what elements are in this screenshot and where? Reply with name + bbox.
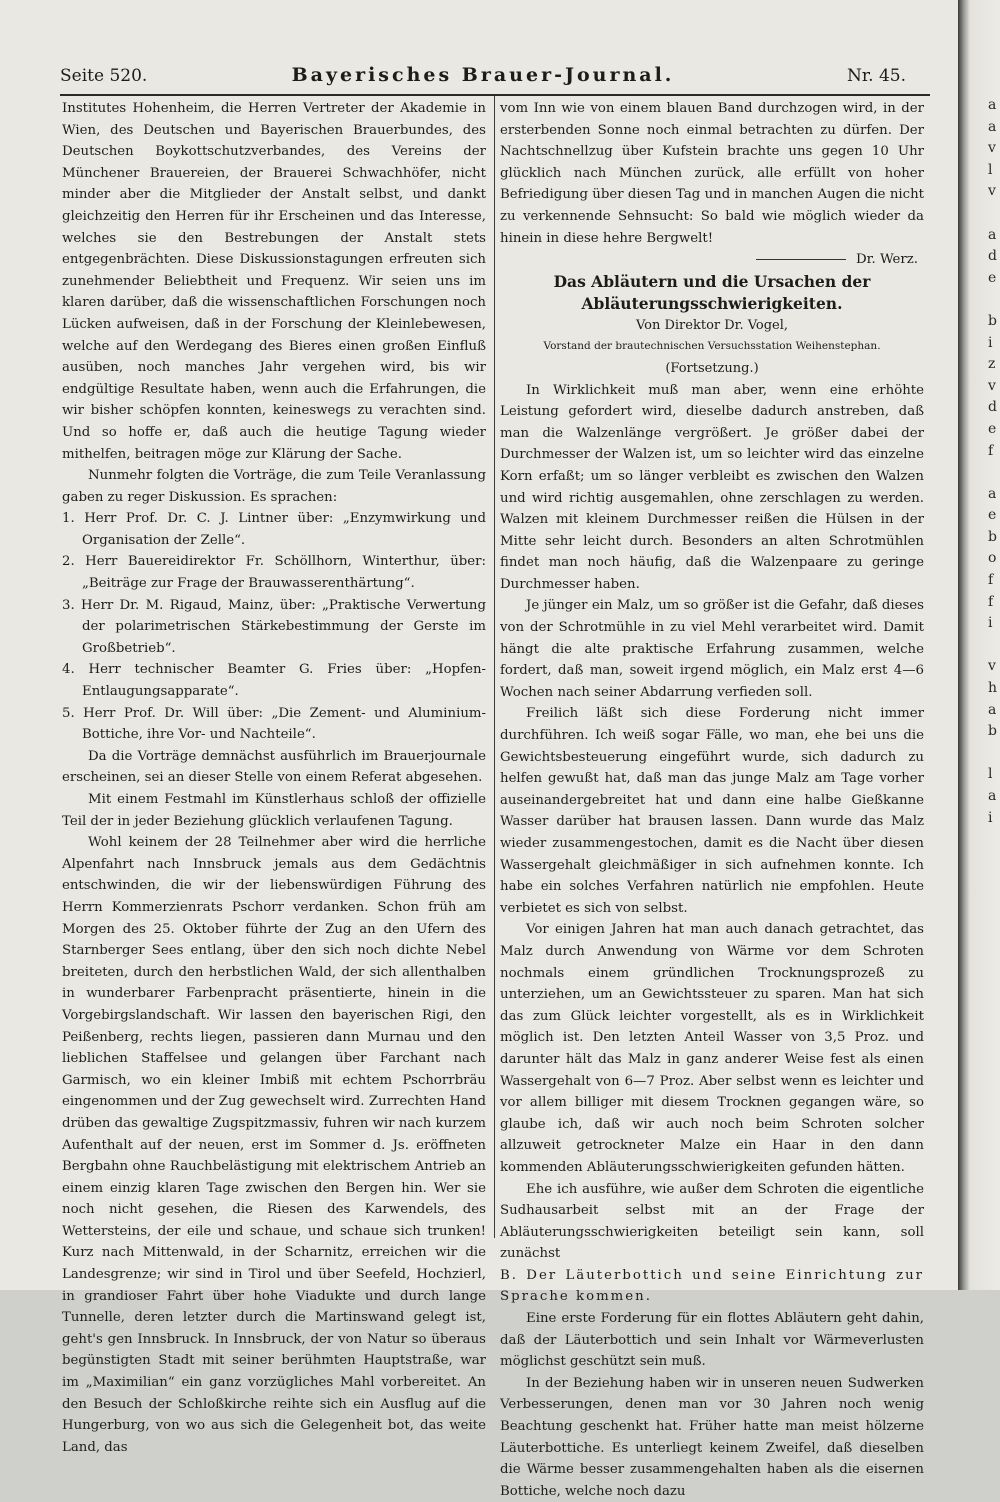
edge-letter bbox=[988, 851, 1000, 873]
left-column bbox=[62, 98, 486, 1458]
section-heading: B. Der Läuterbottich und seine Einrichtung zur Sprache kommen. bbox=[500, 1267, 924, 1305]
edge-letter: e bbox=[988, 420, 997, 437]
column-divider bbox=[494, 96, 495, 1238]
signature: Dr. Werz. bbox=[855, 252, 918, 268]
edge-letter: l bbox=[988, 766, 993, 783]
lecture-item: 3. Herr Dr. M. Rigaud, Mainz, über: „Praktische Verwertung der polarimetrischen Stärkebestimmung der Gerste im Großbetrieb“. bbox=[62, 597, 486, 656]
lecture-item: 4. Herr technischer Beamter G. Fries über: „Hopfen-Entlaugungsapparate“. bbox=[62, 662, 486, 700]
paragraph: Nunmehr folgten die Vorträge, die zum Teile Veranlassung gaben zu reger Diskussion. Es sprachen: bbox=[62, 468, 486, 505]
edge-letter: e bbox=[988, 507, 997, 524]
separator-rule bbox=[756, 259, 846, 260]
edge-letter: v bbox=[988, 183, 996, 200]
edge-letter bbox=[988, 1110, 1000, 1132]
edge-letter: i bbox=[988, 809, 993, 826]
edge-letter: a bbox=[988, 788, 997, 804]
edge-letter: a bbox=[988, 226, 997, 243]
edge-letter bbox=[988, 916, 1000, 938]
paragraph: Ehe ich ausführe, wie außer dem Schroten die eigentliche Sudhausarbeit selbst mit an der Frage der Abläuterungsschwierigkeiten beteiligt sein kann, soll zunächst bbox=[500, 1181, 924, 1262]
page-header bbox=[60, 64, 906, 90]
edge-letter bbox=[988, 289, 1000, 311]
lecture-item: 5. Herr Prof. Dr. Will über: „Die Zement- und Aluminium-Bottiche, ihre Vor- und Nachteile“. bbox=[62, 705, 486, 743]
paragraph: Wohl keinem der 28 Teilnehmer aber wird die herrliche Alpenfahrt nach Innsbruck jemals aus dem Gedächtnis entschwinden, die wir der liebenswürdigen Führung des Herrn Kommerzienrats Pschorr verdanken. Schon früh am Morgen des 25. Oktober führte der Zug an den Ufern des Starnberger Sees entlang, über den sich noch dichte Nebel breiteten, durch den herbstlichen Wald, der sich allenthalben in wunderbarer Farbenpracht präsentierte, hinein in die Vorgebirgslandschaft. Wir lassen den bayerischen Rigi, den Peißenberg, rechts liegen, passieren dann Murnau und den lieblichen Staffelsee und gelangen über Farchant nach Garmisch, wo ein kleiner Imbiß mit echtem Pschorrbräu eingenommen und der Zug gewechselt wird. Zurrechten Hand drüben das gewaltige Zugspitzmassiv, fuhren wir nach kurzem Aufenthalt auf der neuen, erst im Sommer d. Js. eröffneten Bergbahn ohne Rauchbelästigung mit elektrischem Antrieb an einem einzig klaren Tage zwischen den Bergen hin. Wer sie noch nicht gesehen, die Riesen des Karwendels, des Wettersteins, der eile und schaue, und schaue sich trunken! Kurz nach Mittenwald, in der Scharnitz, erreichen wir die Landesgrenze; wir sind in Tirol und über Seefeld, Hochzierl, in grandioser Fahrt über hohe Viadukte und durch lange Tunnelle, deren letzter durch die Martinswand gelegt ist, geht's gen Innsbruck. In Innsbruck, der von Natur so überaus begünstigten Stadt mit seiner berühmten Hauptstraße, war im „Maximilian“ ein ganz vorzügliches Mahl vorbereitet. An den Besuch der Schloßkirche reihte sich ein Ausflug auf die Hungerburg, von wo aus sich die Gelegenheit bot, das weite Land, das bbox=[62, 835, 486, 1455]
edge-letter: l bbox=[988, 161, 993, 178]
edge-letter: f bbox=[988, 442, 994, 459]
paragraph: Da die Vorträge demnächst ausführlich im Brauerjournale erscheinen, sei an dieser Stelle von einem Referat abgesehen. bbox=[62, 748, 486, 786]
edge-letter: a bbox=[988, 97, 997, 113]
paragraph: Institutes Hohenheim, die Herren Vertreter der Akademie in Wien, des Deutschen und Bayerischen Brauerbundes, des Deutschen Boykottschutzverbandes, des Vereins der Münchener Brauereien, der Brauerei Schwachhöfer, nicht minder aber die Mitglieder der Anstalt selbst, und dankt gleichzeitig den Herren für ihr Erscheinen und das Interesse, welches sie den Bestrebungen der Anstalt stets entgegenbrächten. Diese Diskussionstagungen erfreuten sich zunehmender Beliebtheit und Frequenz. Wir seien uns im klaren darüber, daß die wissenschaftlichen Forschungen noch Lücken aufweisen, daß in der Forschung der Kleinlebewesen, welche auf den Werdegang des Bieres einen großen Einfluß ausüben, noch manches Jahr vergehen wird, bis wir endgültige Resultate haben, wenn auch die Erfahrungen, die wir bisher schöpfen konnten, keineswegs zu verachten sind. Und so hoffe er, daß auch die heutige Tagung wieder mithelfen, beitragen möge zur Klärung der Sache. bbox=[62, 101, 486, 462]
edge-letter: o bbox=[988, 550, 997, 567]
paragraph: Je jünger ein Malz, um so größer ist die Gefahr, daß dieses von der Schrotmühle in zu viel Mehl verarbeitet wird. Damit hängt die alte praktische Erfahrung zusammen, welche fordert, daß man, soweit irgend möglich, ein Malz erst 4—6 Wochen nach seiner Abdarrung verfieden soll. bbox=[500, 598, 924, 700]
lecture-item: 2. Herr Bauereidirektor Fr. Schöllhorn, Winterthur, über: „Beiträge zur Frage der Brauwasserenthärtung“. bbox=[62, 554, 486, 592]
signature-line bbox=[500, 249, 924, 271]
paragraph: Eine erste Forderung für ein flottes Abläutern geht dahin, daß der Läuterbottich und sein Inhalt vor Wärmeverlusten möglichst geschützt sein muß. bbox=[500, 1311, 924, 1370]
article-author: Von Direktor Dr. Vogel, bbox=[635, 317, 789, 333]
edge-letter: v bbox=[988, 140, 996, 157]
edge-letter: i bbox=[988, 615, 993, 632]
paragraph: Mit einem Festmahl im Künstlerhaus schloß der offizielle Teil der in jeder Beziehung glücklich verlaufenen Tagung. bbox=[62, 792, 486, 829]
edge-letter bbox=[988, 894, 1000, 916]
author-role: Vorstand der brautechnischen Versuchsstation Weihenstephan. bbox=[543, 340, 881, 353]
edge-letter: f bbox=[988, 572, 994, 589]
edge-letter: h bbox=[988, 680, 998, 697]
edge-letter bbox=[988, 1002, 1000, 1024]
edge-letter: b bbox=[988, 312, 997, 329]
paragraph: In der Beziehung haben wir in unseren neuen Sudwerken Verbesserungen, denen man vor 30 Jahren noch wenig Beachtung geschenkt hat. Früher hatte man meist hölzerne Läuterbottiche. Es unterliegt keinem Zweifel, daß dieselben die Wärme besser zusammengehalten haben als die eisernen Bottiche, welche noch dazu bbox=[500, 1375, 924, 1499]
edge-letter bbox=[988, 743, 1000, 765]
paragraph: Vor einigen Jahren hat man auch danach getrachtet, das Malz durch Anwendung von Wärme vor dem Schroten nochmals einem gründlichen Trocknungsprozeß zu unterziehen, um an Gewichtssteuer zu sparen. Man hat sich das zum Glück leichter vorgestellt, als es in Wirklichkeit möglich ist. Den letzten Anteil Wasser von 3,5 Proz. und darunter hält das Malz in ganz anderer Weise fest als einen Wassergehalt von 6—7 Proz. Aber selbst wenn es leichter und vor allem billiger mit diesem Trocknen gegangen wäre, so glaube ich, daß wir auch noch beim Schroten solcher allzuweit getrockneter Malze ein Haar in den dann kommenden Abläuterungsschwierigkeiten gefunden hätten. bbox=[500, 922, 924, 1175]
edge-letter bbox=[988, 1045, 1000, 1067]
edge-letter: v bbox=[988, 658, 996, 675]
edge-letter bbox=[988, 959, 1000, 981]
continuation-note: (Fortsetzung.) bbox=[665, 360, 759, 376]
edge-letter: v bbox=[988, 377, 996, 394]
edge-letter: i bbox=[988, 334, 993, 351]
paragraph: Freilich läßt sich diese Forderung nicht immer durchführen. Ich weiß sogar Fälle, wo man, ehe bei uns die Gewichtsbesteuerung eingeführt wurde, sich dadurch zu helfen gewußt hat, daß man das junge Malz am Tage vorher auseinandergebreitet hat und dann eine halbe Gießkanne Wasser darüber hat brausen lassen. Dann wurde das Malz wieder zusammengestochen, damit es die Nacht über diesen Wassergehalt gleichmäßiger in sich aufnehmen konnte. Ich habe ein solches Verfahren natürlich nie empfohlen. Heute verbietet es sich von selbst. bbox=[500, 706, 924, 916]
edge-letter: d bbox=[988, 248, 997, 265]
edge-letter bbox=[988, 980, 1000, 1002]
edge-letter bbox=[988, 1067, 1000, 1089]
edge-letter: b bbox=[988, 723, 997, 740]
lecture-item: 1. Herr Prof. Dr. C. J. Lintner über: „Enzymwirkung und Organisation der Zelle“. bbox=[62, 511, 486, 548]
edge-letter bbox=[988, 635, 1000, 657]
edge-letter bbox=[988, 872, 1000, 894]
edge-letter bbox=[988, 937, 1000, 959]
page-number: Seite 520. bbox=[60, 66, 148, 86]
edge-letter: z bbox=[988, 356, 996, 373]
journal-title: Bayerisches Brauer-Journal. bbox=[291, 64, 675, 86]
edge-letter bbox=[988, 462, 1000, 484]
edge-letter bbox=[988, 1088, 1000, 1110]
edge-letter: e bbox=[988, 269, 997, 286]
edge-letter: d bbox=[988, 399, 997, 416]
edge-letter: a bbox=[988, 485, 997, 502]
adjacent-page-letters bbox=[988, 95, 1000, 1132]
header-rule bbox=[60, 94, 930, 96]
edge-letter bbox=[988, 203, 1000, 225]
paragraph: In Wirklichkeit muß man aber, wenn eine erhöhte Leistung gefordert wird, dieselbe dadurch anstreben, daß man die Walzenlänge vergrößert. Je größer dabei der Durchmesser der Walzen ist, um so leichter wird das einzelne Korn erfaßt; um so länger verbleibt es zwischen den Walzen und wird richtig ausgemahlen, ohne zerschlagen zu werden. Walzen mit kleinem Durchmesser reißen die Hülsen in der Mitte sehr leicht durch. Besonders an alten Schrotmühlen findet man noch häufig, daß die Walzenpaare zu geringe Durchmesser haben. bbox=[500, 382, 924, 592]
edge-letter bbox=[988, 829, 1000, 851]
edge-letter: f bbox=[988, 593, 994, 610]
right-column bbox=[500, 98, 924, 1502]
article-title: Das Abläutern und die Ursachen der Abläuterungsschwierigkeiten. bbox=[553, 271, 871, 313]
edge-letter: b bbox=[988, 528, 997, 545]
edge-letter bbox=[988, 1024, 1000, 1046]
issue-number: Nr. 45. bbox=[847, 66, 906, 86]
paragraph: vom Inn wie von einem blauen Band durchzogen wird, in der ersterbenden Sonne noch einmal betrachten zu dürfen. Der Nachtschnellzug über Kufstein brachte uns gegen 10 Uhr glücklich nach München zurück, alle erfüllt von hoher Befriedigung über diesen Tag und in manchen Augen die nicht zu verkennende Sehnsucht: So bald wie möglich wieder da hinein in diese hehre Bergwelt! bbox=[500, 101, 924, 246]
edge-letter: a bbox=[988, 701, 997, 718]
edge-letter: a bbox=[988, 118, 997, 135]
